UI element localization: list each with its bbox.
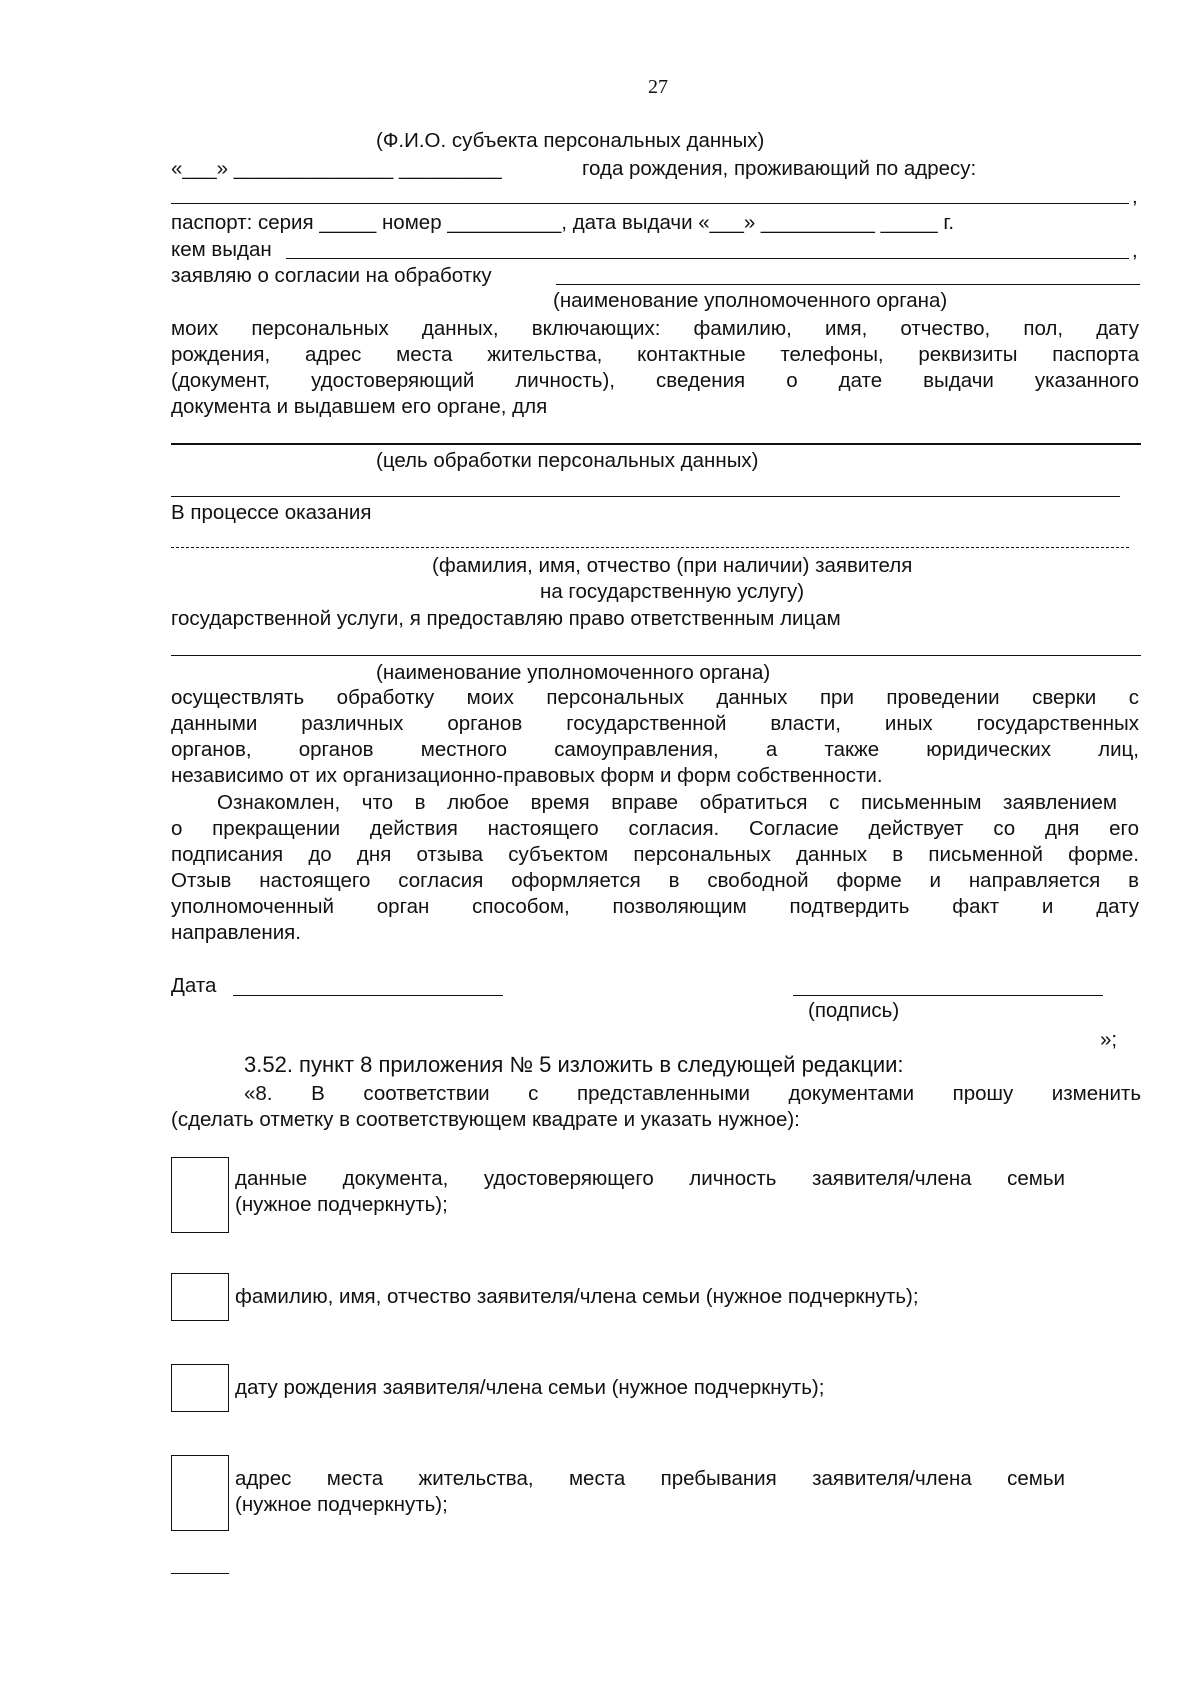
- data-paragraph-line: моих персональных данных, включающих: фамилию, имя, отчество, пол, дату: [171, 317, 1139, 340]
- processing-line: осуществлять обработку моих персональных данных при проведении сверки с: [171, 686, 1139, 709]
- option-checkbox[interactable]: [171, 1364, 229, 1412]
- consent-to-text: заявляю о согласии на обработку: [171, 264, 492, 287]
- processing-line: данными различных органов государственной власти, иных государственных: [171, 712, 1139, 735]
- withdrawal-line: направления.: [171, 921, 301, 944]
- withdrawal-line: Ознакомлен, что в любое время вправе обратиться с письменным заявлением: [217, 791, 1117, 814]
- passport-details: паспорт: серия _____ номер __________, дата выдачи «___» __________ _____ г.: [171, 211, 955, 234]
- withdrawal-line: уполномоченный орган способом, позволяющим подтвердить факт и дату: [171, 895, 1139, 918]
- authority-caption: (наименование уполномоченного органа): [553, 289, 948, 312]
- option-checkbox[interactable]: [171, 1157, 229, 1233]
- withdrawal-line: подписания до дня отзыва субъектом персональных данных в письменной форме.: [171, 843, 1139, 866]
- issued-by-line: [286, 258, 1129, 259]
- option-item: [235, 1166, 1065, 1218]
- comma: ,: [1132, 185, 1138, 208]
- issued-by-label: кем выдан: [171, 238, 272, 261]
- processing-line: независимо от их организационно-правовых форм и форм собственности.: [171, 764, 883, 787]
- date-of-birth-blank: «___» ______________ _________: [171, 157, 502, 180]
- option-text: (нужное подчеркнуть);: [235, 1493, 448, 1516]
- date-label: Дата: [171, 974, 217, 997]
- option-text: фамилию, имя, отчество заявителя/члена семьи (нужное подчеркнуть);: [235, 1285, 919, 1308]
- option-item: [235, 1375, 1065, 1401]
- authority-caption: (наименование уполномоченного органа): [376, 661, 771, 684]
- fio-caption: (Ф.И.О. субъекта персональных данных): [376, 129, 765, 152]
- amendment-intro: (сделать отметку в соответствующем квадрате и указать нужное):: [171, 1108, 800, 1131]
- date-line: [233, 995, 503, 996]
- quote-end: »;: [1100, 1028, 1118, 1051]
- service-text: государственной услуги, я предоставляю право ответственным лицам: [171, 607, 841, 630]
- option-item: [235, 1466, 1065, 1518]
- option-text: данные документа, удостоверяющего личность заявителя/члена семьи: [235, 1167, 1065, 1190]
- option-checkbox[interactable]: [171, 1455, 229, 1531]
- data-paragraph-line: документа и выдавшем его органе, для: [171, 395, 548, 418]
- authority-line: [556, 284, 1140, 285]
- applicant-caption: (фамилия, имя, отчество (при наличии) заявителя: [432, 554, 913, 577]
- signature-line: [793, 995, 1103, 996]
- process-label: В процессе оказания: [171, 501, 372, 524]
- option-text: адрес места жительства, места пребывания заявителя/члена семьи: [235, 1467, 1065, 1490]
- purpose-line-2: [171, 496, 1120, 497]
- comma: ,: [1132, 239, 1138, 262]
- purpose-caption: (цель обработки персональных данных): [376, 449, 759, 472]
- withdrawal-line: о прекращении действия настоящего согласия. Согласие действует со дня его: [171, 817, 1139, 840]
- authority-line-2: [171, 655, 1141, 656]
- birth-address-text: года рождения, проживающий по адресу:: [582, 157, 977, 180]
- purpose-line: [171, 443, 1141, 445]
- processing-line: органов, органов местного самоуправления, а также юридических лиц,: [171, 738, 1139, 761]
- amendment-intro: «8. В соответствии с представленными документами прошу изменить: [244, 1082, 1141, 1105]
- option-item: [235, 1284, 1065, 1310]
- signature-caption: (подпись): [808, 999, 900, 1022]
- option-text: (нужное подчеркнуть);: [235, 1193, 448, 1216]
- amendment-heading: 3.52. пункт 8 приложения № 5 изложить в следующей редакции:: [244, 1052, 904, 1077]
- applicant-caption: на государственную услугу): [540, 580, 805, 603]
- applicant-line: [171, 547, 1129, 548]
- data-paragraph-line: (документ, удостоверяющий личность), сведения о дате выдачи указанного: [171, 369, 1139, 392]
- data-paragraph-line: рождения, адрес места жительства, контактные телефоны, реквизиты паспорта: [171, 343, 1139, 366]
- address-line: [171, 203, 1129, 204]
- footnote-separator: [171, 1573, 229, 1574]
- option-checkbox[interactable]: [171, 1273, 229, 1321]
- page-number: 27: [648, 76, 668, 98]
- withdrawal-line: Отзыв настоящего согласия оформляется в свободной форме и направляется в: [171, 869, 1139, 892]
- option-text: дату рождения заявителя/члена семьи (нужное подчеркнуть);: [235, 1376, 825, 1399]
